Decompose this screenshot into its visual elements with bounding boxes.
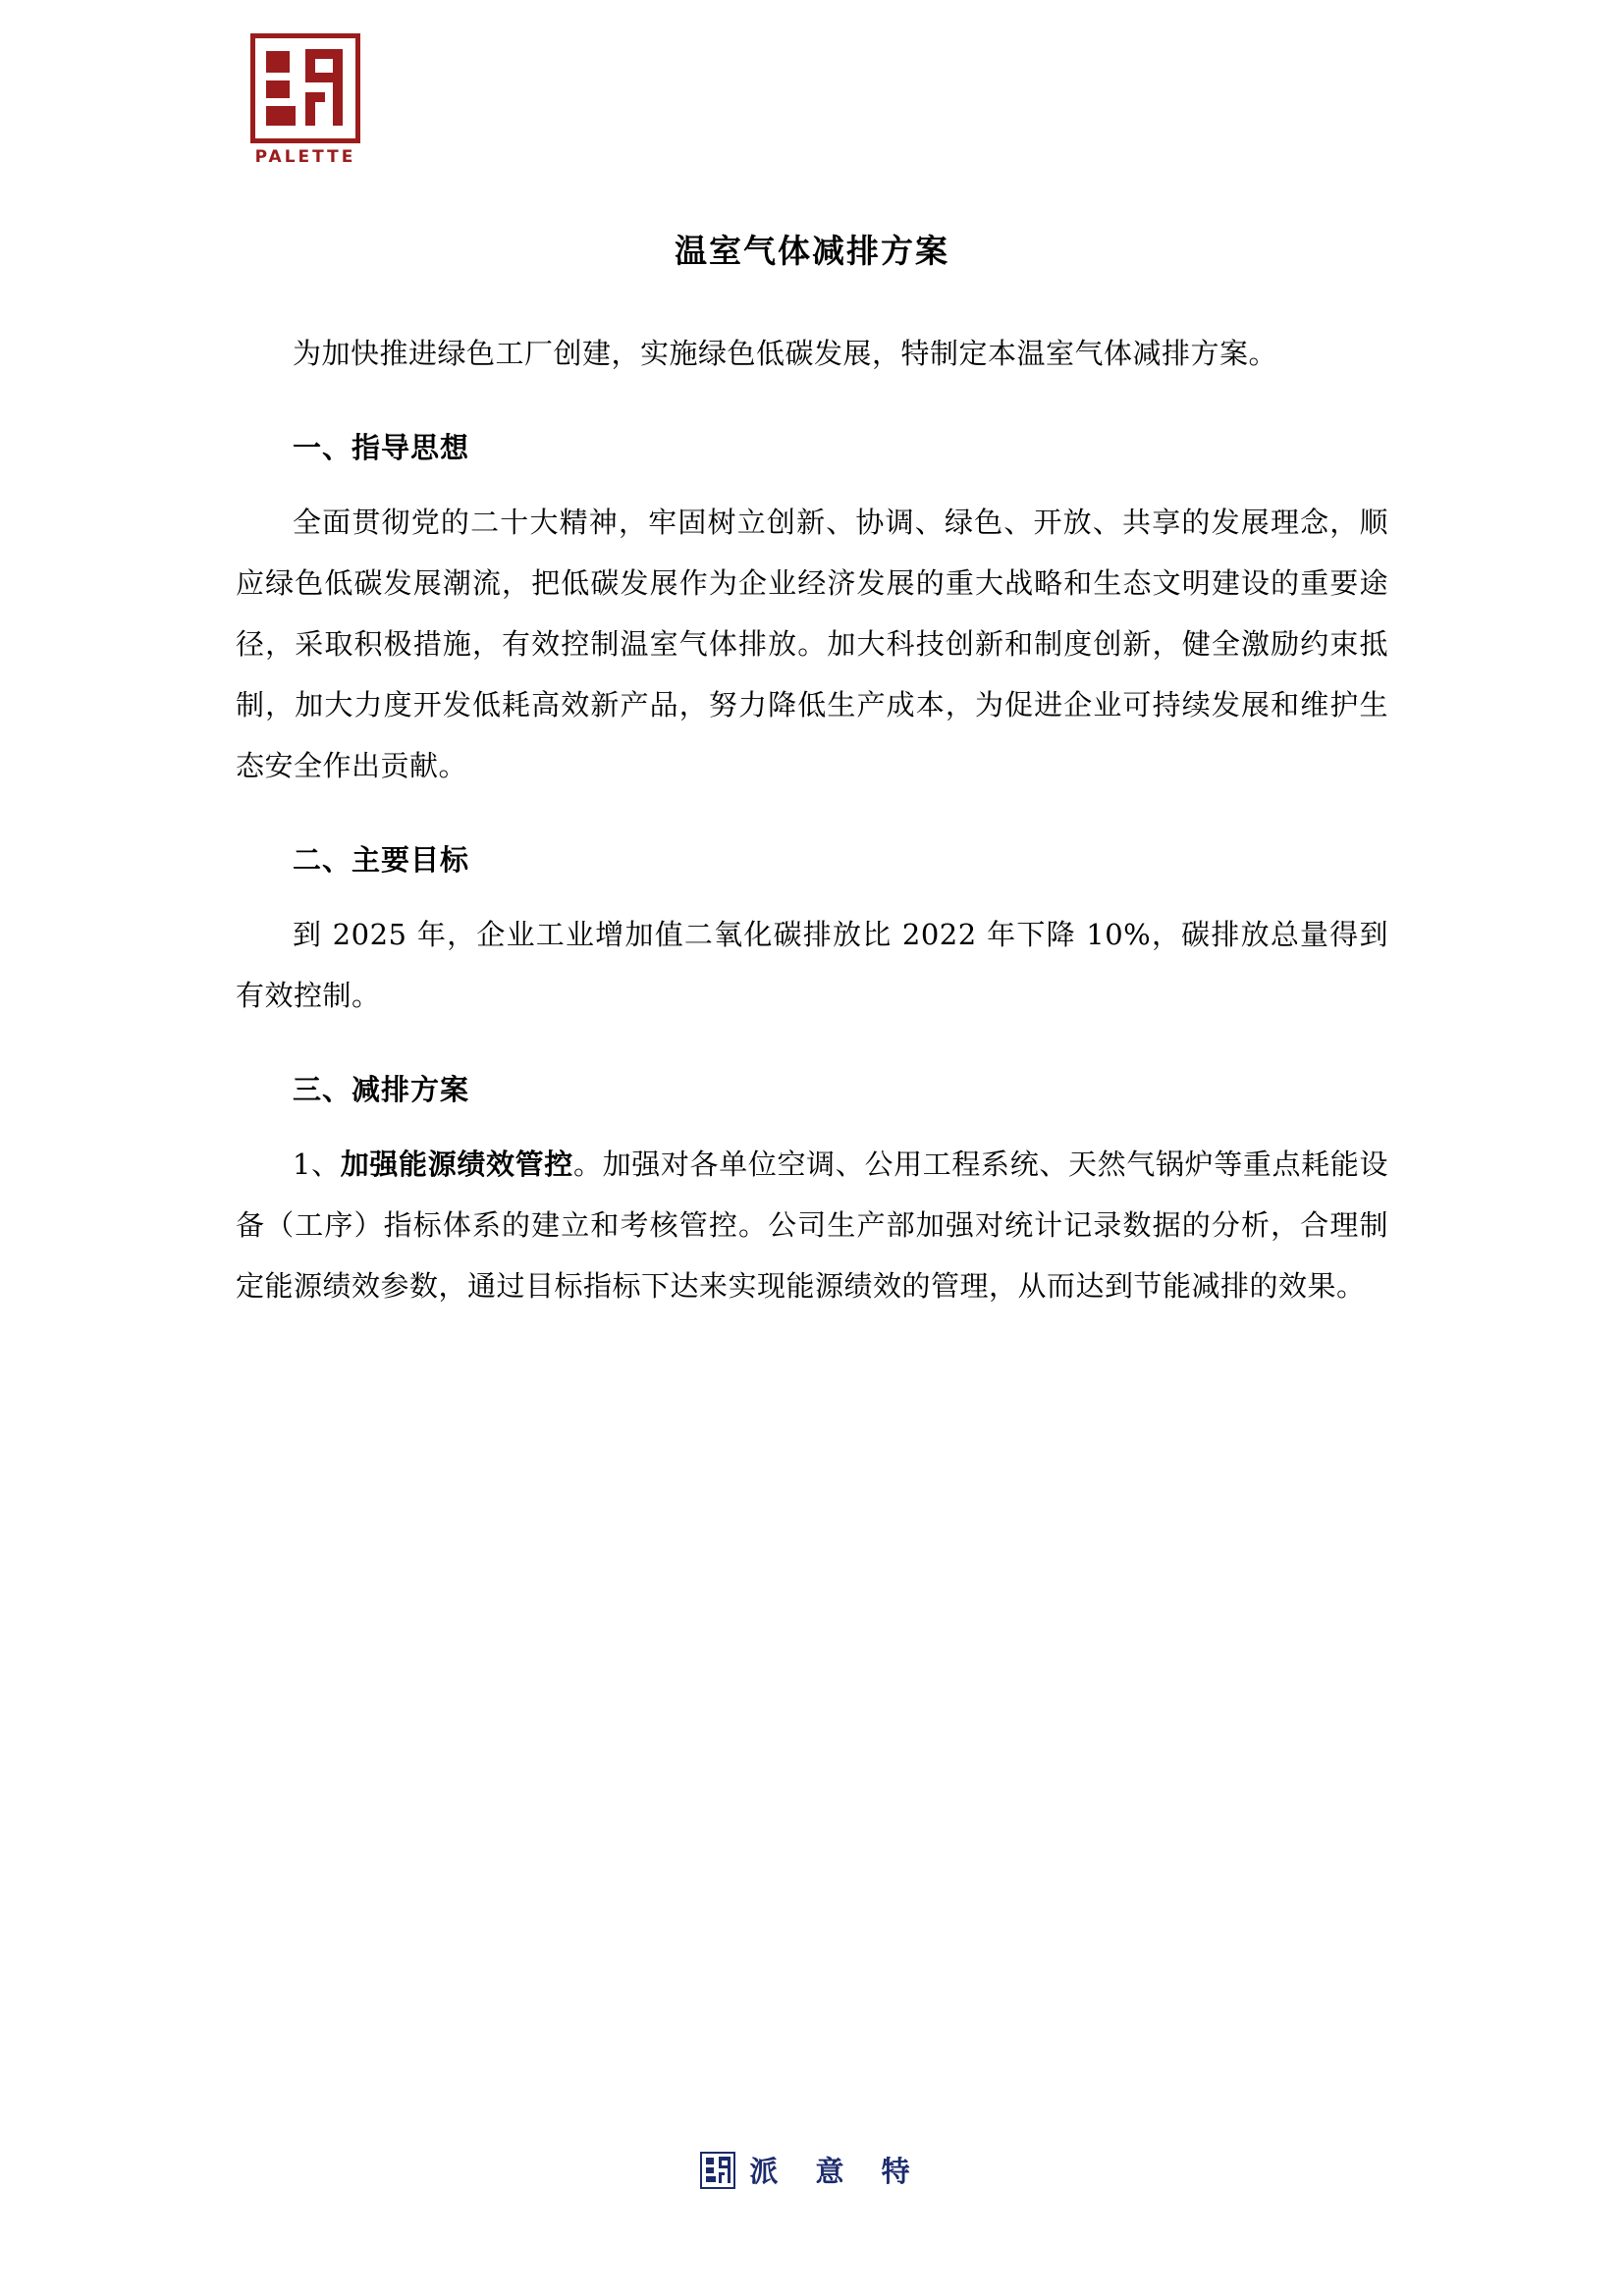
- palette-seal-logo-icon: [250, 33, 360, 143]
- document-body: [236, 226, 1388, 1346]
- section-body-2: 到 2025 年，企业工业增加值二氧化碳排放比 2022 年下降 10%，碳排放总量得到有效控制。: [236, 918, 1388, 1012]
- logo-wordmark: PALETTE: [254, 147, 356, 167]
- palette-seal-footer-icon: [700, 2152, 735, 2189]
- intro-paragraph: 为加快推进绿色工厂创建，实施绿色低碳发展，特制定本温室气体减排方案。: [293, 337, 1278, 370]
- section-heading-3: 三、减排方案: [293, 1073, 470, 1106]
- section-body-3: [236, 1134, 1388, 1316]
- footer: [0, 2150, 1624, 2190]
- header-logo: [250, 33, 407, 167]
- list-item-number: 1、: [293, 1148, 341, 1181]
- section-heading-2: 二、主要目标: [293, 843, 470, 877]
- section-body-1: 全面贯彻党的二十大精神，牢固树立创新、协调、绿色、开放、共享的发展理念，顺应绿色低碳发展潮流，把低碳发展作为企业经济发展的重大战略和生态文明建设的重要途径，采取积极措施，有效控制温室气体排放。加大科技创新和制度创新，健全激励约束抵制，加大力度开发低耗高效新产品，努力降低生产成本，为促进企业可持续发展和维护生态安全作出贡献。: [236, 506, 1388, 782]
- page-title: 温室气体减排方案: [675, 232, 949, 270]
- list-item-title: 加强能源绩效管控: [340, 1148, 573, 1181]
- section-heading-1: 一、指导思想: [293, 431, 470, 464]
- footer-text: 派 意 特: [749, 2155, 924, 2188]
- list-item-body: 。加强对各单位空调、公用工程系统、天然气锅炉等重点耗能设备（工序）指标体系的建立和考核管控。公司生产部加强对统计记录数据的分析，合理制定能源绩效参数，通过目标指标下达来实现能源绩效的管理，从而达到节能减排的效果。: [236, 1148, 1388, 1303]
